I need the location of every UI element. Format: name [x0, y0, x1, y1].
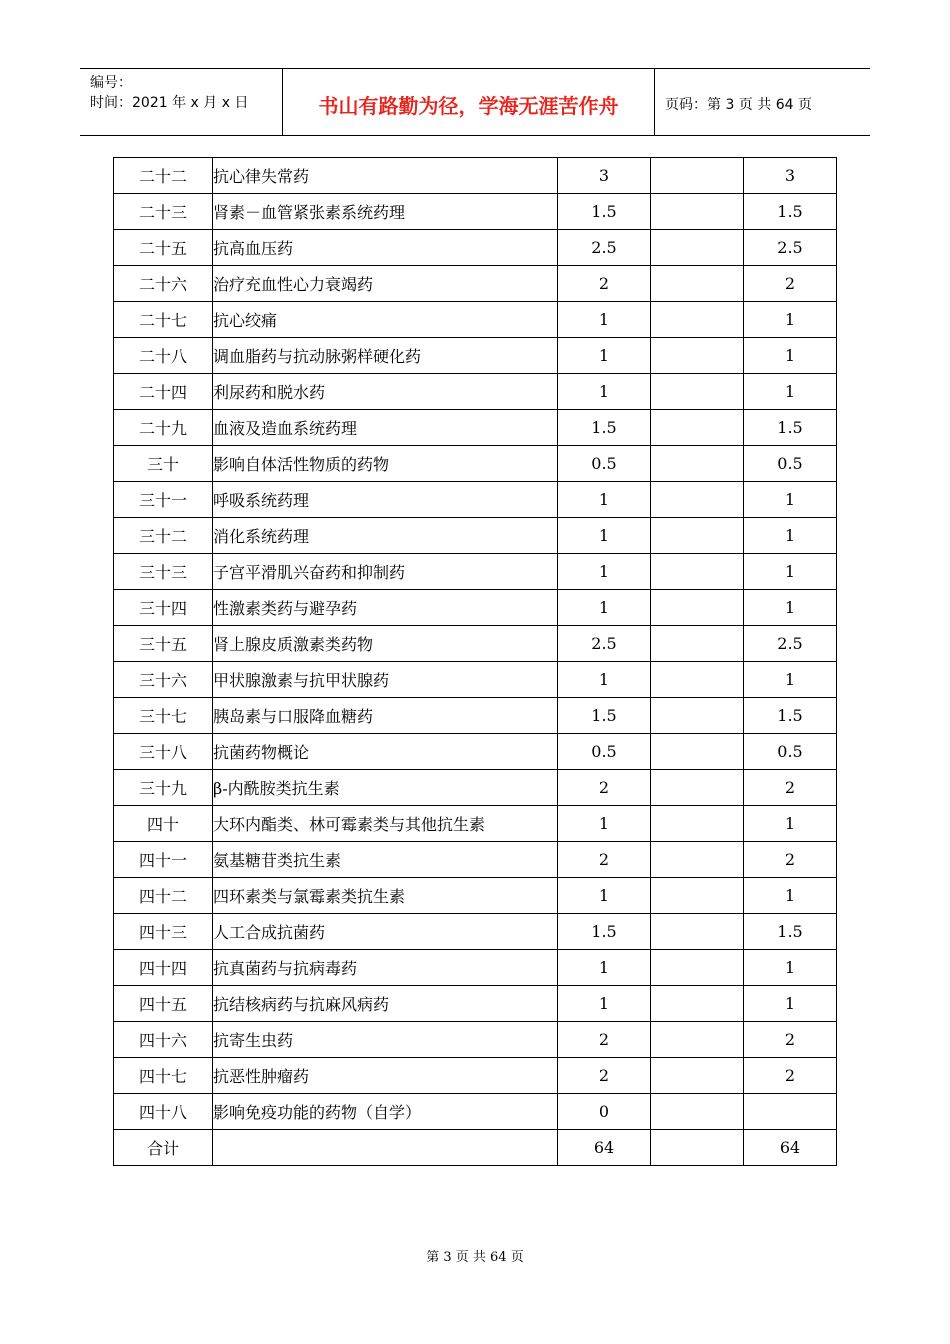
- hours-total-cell: 1.5: [558, 194, 651, 230]
- chapter-name-cell: 人工合成抗菌药: [213, 914, 558, 950]
- hours-blank-cell: [651, 158, 744, 194]
- hours-lecture-cell: 2.5: [744, 230, 837, 266]
- hours-blank-cell: [651, 806, 744, 842]
- table-row: [114, 734, 837, 770]
- chapter-name-cell: 大环内酯类、林可霉素类与其他抗生素: [213, 806, 558, 842]
- chapter-name-cell: 抗心律失常药: [213, 158, 558, 194]
- chapter-number-cell: 二十四: [114, 374, 213, 410]
- table-row: [114, 1130, 837, 1166]
- hours-blank-cell: [651, 338, 744, 374]
- hours-blank-cell: [651, 662, 744, 698]
- hours-blank-cell: [651, 482, 744, 518]
- hours-lecture-cell: 0.5: [744, 446, 837, 482]
- chapter-name-cell: 甲状腺激素与抗甲状腺药: [213, 662, 558, 698]
- table-row: [114, 410, 837, 446]
- hours-blank-cell: [651, 518, 744, 554]
- chapter-number-cell: 三十四: [114, 590, 213, 626]
- hours-total-cell: 1.5: [558, 410, 651, 446]
- chapter-name-cell: 抗寄生虫药: [213, 1022, 558, 1058]
- chapter-number-cell: 四十六: [114, 1022, 213, 1058]
- table-row: [114, 230, 837, 266]
- hours-total-cell: 0.5: [558, 446, 651, 482]
- hours-blank-cell: [651, 842, 744, 878]
- chapter-number-cell: 四十八: [114, 1094, 213, 1130]
- hours-blank-cell: [651, 554, 744, 590]
- chapter-number-cell: 四十五: [114, 986, 213, 1022]
- table-row: [114, 986, 837, 1022]
- hours-lecture-cell: 1.5: [744, 914, 837, 950]
- hours-blank-cell: [651, 194, 744, 230]
- course-hours-table: [113, 157, 837, 1166]
- hours-blank-cell: [651, 230, 744, 266]
- hours-lecture-cell: 1: [744, 554, 837, 590]
- hours-lecture-cell: 1.5: [744, 194, 837, 230]
- chapter-number-cell: 四十七: [114, 1058, 213, 1094]
- chapter-name-cell: [213, 1130, 558, 1166]
- hours-total-cell: 1: [558, 878, 651, 914]
- table-row: [114, 950, 837, 986]
- hours-lecture-cell: 1: [744, 878, 837, 914]
- hours-blank-cell: [651, 1130, 744, 1166]
- hours-total-cell: 2: [558, 266, 651, 302]
- table-row: [114, 518, 837, 554]
- number-label: 编号：: [90, 75, 132, 91]
- page-footer: 第 3 页 共 64 页: [426, 1250, 524, 1265]
- table-row: [114, 1022, 837, 1058]
- chapter-name-cell: 抗心绞痛: [213, 302, 558, 338]
- hours-total-cell: 2: [558, 842, 651, 878]
- chapter-number-cell: 三十: [114, 446, 213, 482]
- chapter-name-cell: 氨基糖苷类抗生素: [213, 842, 558, 878]
- chapter-number-cell: 四十一: [114, 842, 213, 878]
- hours-total-cell: 1.5: [558, 914, 651, 950]
- chapter-name-cell: 抗高血压药: [213, 230, 558, 266]
- chapter-number-cell: 二十三: [114, 194, 213, 230]
- chapter-number-cell: 四十二: [114, 878, 213, 914]
- chapter-name-cell: 肾上腺皮质激素类药物: [213, 626, 558, 662]
- hours-lecture-cell: 1: [744, 662, 837, 698]
- chapter-name-cell: β-内酰胺类抗生素: [213, 770, 558, 806]
- table-row: [114, 194, 837, 230]
- chapter-number-cell: 二十五: [114, 230, 213, 266]
- hours-total-cell: 2.5: [558, 626, 651, 662]
- chapter-number-cell: 三十二: [114, 518, 213, 554]
- chapter-name-cell: 抗恶性肿瘤药: [213, 1058, 558, 1094]
- hours-lecture-cell: 64: [744, 1130, 837, 1166]
- table-row: [114, 554, 837, 590]
- hours-lecture-cell: 1: [744, 302, 837, 338]
- hours-lecture-cell: 0.5: [744, 734, 837, 770]
- chapter-name-cell: 呼吸系统药理: [213, 482, 558, 518]
- chapter-name-cell: 性激素类药与避孕药: [213, 590, 558, 626]
- table-row: [114, 158, 837, 194]
- table-row: [114, 878, 837, 914]
- hours-total-cell: 2: [558, 1058, 651, 1094]
- chapter-name-cell: 胰岛素与口服降血糖药: [213, 698, 558, 734]
- table-row: [114, 806, 837, 842]
- hours-lecture-cell: [744, 1094, 837, 1130]
- chapter-number-cell: 四十三: [114, 914, 213, 950]
- hours-lecture-cell: 2.5: [744, 626, 837, 662]
- hours-blank-cell: [651, 914, 744, 950]
- hours-blank-cell: [651, 626, 744, 662]
- hours-blank-cell: [651, 1058, 744, 1094]
- chapter-number-cell: 二十七: [114, 302, 213, 338]
- chapter-number-cell: 二十九: [114, 410, 213, 446]
- hours-total-cell: 2.5: [558, 230, 651, 266]
- hours-blank-cell: [651, 878, 744, 914]
- hours-blank-cell: [651, 302, 744, 338]
- hours-blank-cell: [651, 770, 744, 806]
- table-row: [114, 770, 837, 806]
- table-row: [114, 482, 837, 518]
- chapter-name-cell: 影响免疫功能的药物（自学）: [213, 1094, 558, 1130]
- time-label: 时间：2021 年 x 月 x 日: [90, 95, 249, 111]
- hours-blank-cell: [651, 698, 744, 734]
- chapter-number-cell: 三十八: [114, 734, 213, 770]
- hours-total-cell: 1: [558, 590, 651, 626]
- hours-lecture-cell: 1: [744, 482, 837, 518]
- hours-total-cell: 1: [558, 338, 651, 374]
- table-row: [114, 374, 837, 410]
- chapter-number-cell: 二十八: [114, 338, 213, 374]
- hours-lecture-cell: 1: [744, 950, 837, 986]
- chapter-name-cell: 治疗充血性心力衰竭药: [213, 266, 558, 302]
- table-row: [114, 662, 837, 698]
- hours-total-cell: 3: [558, 158, 651, 194]
- hours-lecture-cell: 2: [744, 842, 837, 878]
- hours-lecture-cell: 2: [744, 1058, 837, 1094]
- hours-total-cell: 64: [558, 1130, 651, 1166]
- chapter-name-cell: 抗结核病药与抗麻风病药: [213, 986, 558, 1022]
- hours-lecture-cell: 2: [744, 266, 837, 302]
- header-motto: 书山有路勤为径，学海无涯苦作舟: [283, 69, 655, 135]
- table-body: [114, 158, 837, 1166]
- chapter-name-cell: 抗菌药物概论: [213, 734, 558, 770]
- hours-total-cell: 1: [558, 374, 651, 410]
- hours-blank-cell: [651, 590, 744, 626]
- hours-lecture-cell: 1: [744, 374, 837, 410]
- hours-total-cell: 1: [558, 302, 651, 338]
- hours-blank-cell: [651, 986, 744, 1022]
- hours-lecture-cell: 1: [744, 986, 837, 1022]
- table-row: [114, 302, 837, 338]
- chapter-name-cell: 消化系统药理: [213, 518, 558, 554]
- hours-blank-cell: [651, 446, 744, 482]
- hours-total-cell: 2: [558, 770, 651, 806]
- hours-total-cell: 1: [558, 950, 651, 986]
- chapter-number-cell: 二十六: [114, 266, 213, 302]
- chapter-name-cell: 抗真菌药与抗病毒药: [213, 950, 558, 986]
- table-row: [114, 626, 837, 662]
- hours-blank-cell: [651, 1022, 744, 1058]
- table-row: [114, 914, 837, 950]
- chapter-name-cell: 肾素－血管紧张素系统药理: [213, 194, 558, 230]
- hours-blank-cell: [651, 734, 744, 770]
- chapter-number-cell: 二十二: [114, 158, 213, 194]
- hours-lecture-cell: 3: [744, 158, 837, 194]
- hours-total-cell: 0: [558, 1094, 651, 1130]
- document-header: [80, 68, 870, 136]
- chapter-number-cell: 四十四: [114, 950, 213, 986]
- hours-blank-cell: [651, 266, 744, 302]
- chapter-name-cell: 子宫平滑肌兴奋药和抑制药: [213, 554, 558, 590]
- table-row: [114, 1058, 837, 1094]
- table-row: [114, 590, 837, 626]
- chapter-name-cell: 四环素类与氯霉素类抗生素: [213, 878, 558, 914]
- hours-blank-cell: [651, 1094, 744, 1130]
- chapter-name-cell: 调血脂药与抗动脉粥样硬化药: [213, 338, 558, 374]
- hours-lecture-cell: 1.5: [744, 410, 837, 446]
- chapter-name-cell: 利尿药和脱水药: [213, 374, 558, 410]
- table-row: [114, 266, 837, 302]
- hours-blank-cell: [651, 374, 744, 410]
- hours-lecture-cell: 1: [744, 590, 837, 626]
- chapter-number-cell: 三十七: [114, 698, 213, 734]
- hours-lecture-cell: 2: [744, 770, 837, 806]
- table-row: [114, 338, 837, 374]
- chapter-name-cell: 影响自体活性物质的药物: [213, 446, 558, 482]
- hours-total-cell: 1: [558, 986, 651, 1022]
- hours-total-cell: 1: [558, 554, 651, 590]
- hours-total-cell: 1: [558, 662, 651, 698]
- hours-lecture-cell: 1: [744, 338, 837, 374]
- chapter-number-cell: 三十九: [114, 770, 213, 806]
- header-page-info: 页码：第 3 页 共 64 页: [665, 97, 812, 113]
- hours-total-cell: 1: [558, 482, 651, 518]
- hours-blank-cell: [651, 950, 744, 986]
- hours-total-cell: 1: [558, 518, 651, 554]
- chapter-number-cell: 合计: [114, 1130, 213, 1166]
- table-row: [114, 446, 837, 482]
- hours-lecture-cell: 1.5: [744, 698, 837, 734]
- table-row: [114, 698, 837, 734]
- header-meta: [80, 69, 283, 135]
- table-row: [114, 1094, 837, 1130]
- hours-lecture-cell: 1: [744, 806, 837, 842]
- chapter-number-cell: 三十五: [114, 626, 213, 662]
- chapter-number-cell: 三十六: [114, 662, 213, 698]
- hours-total-cell: 1: [558, 806, 651, 842]
- chapter-name-cell: 血液及造血系统药理: [213, 410, 558, 446]
- table-row: [114, 842, 837, 878]
- hours-lecture-cell: 2: [744, 1022, 837, 1058]
- hours-total-cell: 0.5: [558, 734, 651, 770]
- chapter-number-cell: 四十: [114, 806, 213, 842]
- hours-total-cell: 2: [558, 1022, 651, 1058]
- hours-total-cell: 1.5: [558, 698, 651, 734]
- chapter-number-cell: 三十一: [114, 482, 213, 518]
- chapter-number-cell: 三十三: [114, 554, 213, 590]
- hours-blank-cell: [651, 410, 744, 446]
- hours-lecture-cell: 1: [744, 518, 837, 554]
